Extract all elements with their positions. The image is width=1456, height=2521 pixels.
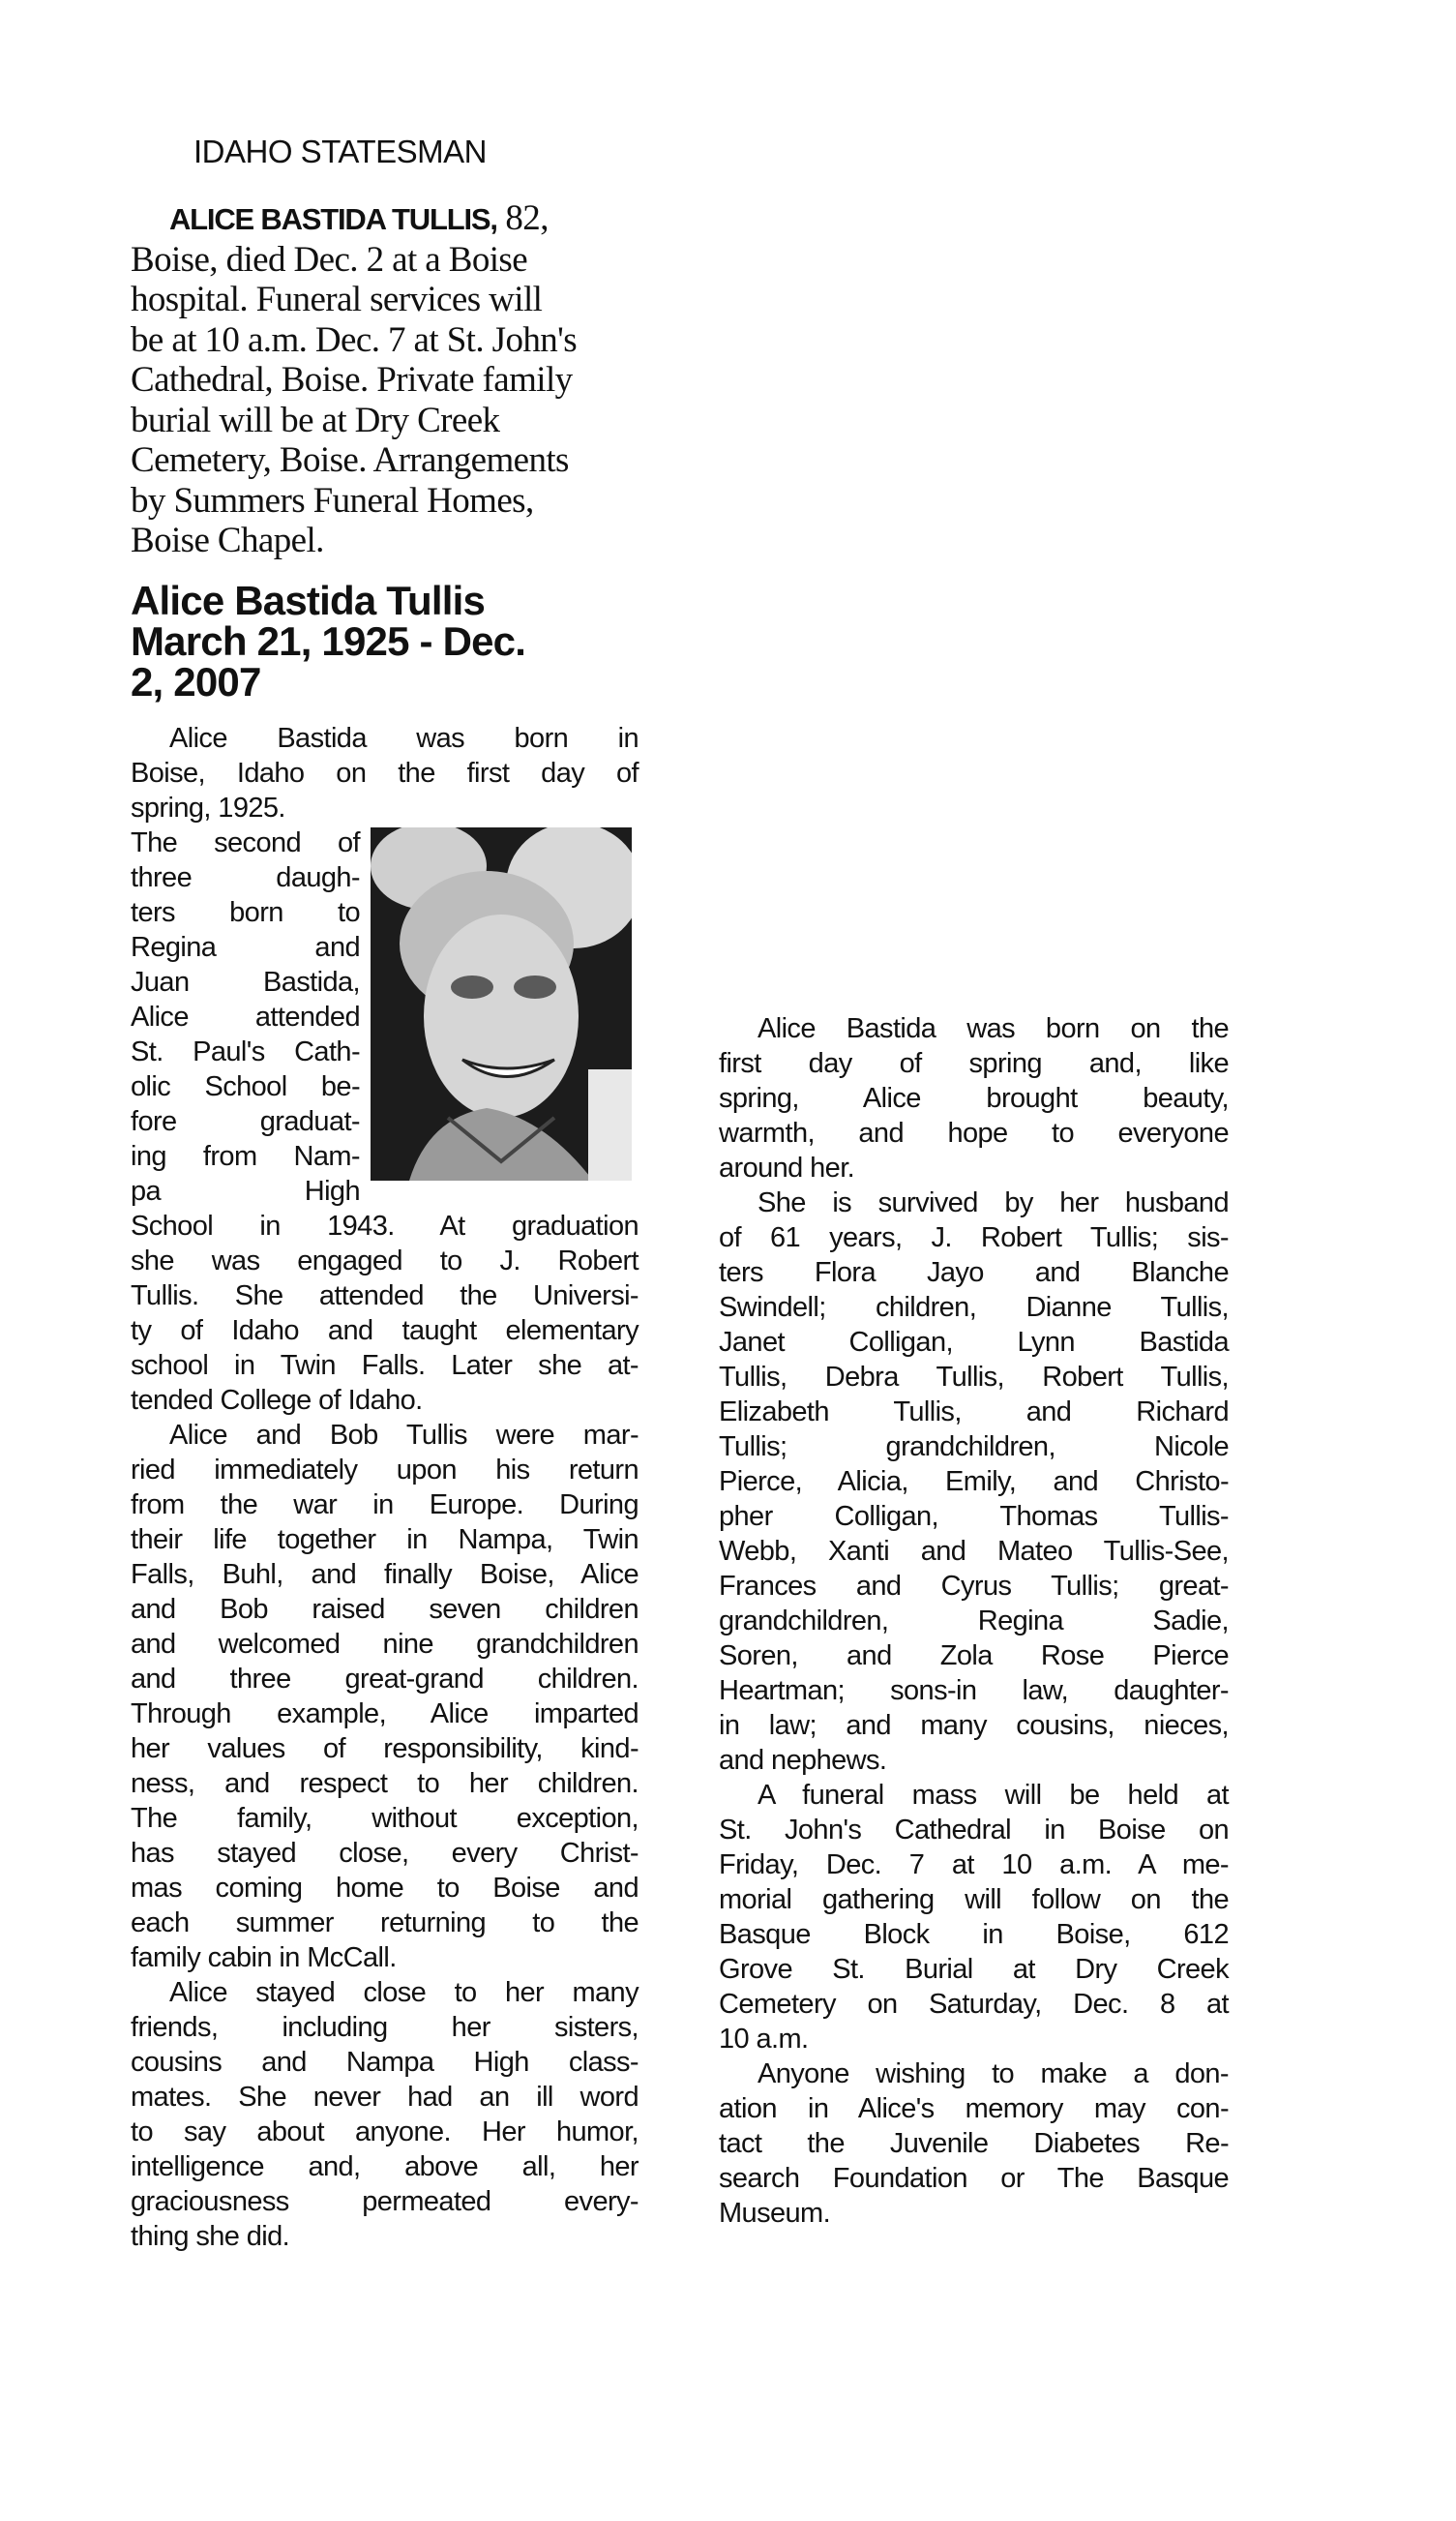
body-line: intelligence and, above all, her <box>131 2151 639 2182</box>
body-line: Alice attended <box>131 1002 360 1033</box>
body-line: school in Twin Falls. Later she at- <box>131 1350 639 1381</box>
body-line: Basque Block in Boise, 612 <box>719 1919 1229 1950</box>
obituary-headline <box>131 578 653 705</box>
body-line: Tullis; grandchildren, Nicole <box>719 1431 1229 1462</box>
body-line: graciousness permeated every- <box>131 2186 639 2217</box>
body-line: Alice Bastida was born on the <box>758 1013 1229 1044</box>
body-line: Falls, Buhl, and finally Boise, Alice <box>131 1559 639 1590</box>
body-line: and three great-grand children. <box>131 1664 639 1695</box>
death-notice-line: hospital. Funeral services will <box>131 280 543 319</box>
death-notice-name: ALICE BASTIDA TULLIS, <box>169 202 497 236</box>
body-line: Anyone wishing to make a don- <box>758 2058 1229 2089</box>
body-line: Alice and Bob Tullis were mar- <box>169 1420 639 1451</box>
body-line: her values of responsibility, kind- <box>131 1733 639 1764</box>
body-line: pa High <box>131 1176 360 1207</box>
body-line: ing from Nam- <box>131 1141 360 1172</box>
body-line: thing she did. <box>131 2221 290 2252</box>
body-line: Grove St. Burial at Dry Creek <box>719 1954 1229 1985</box>
death-notice-line: Cathedral, Boise. Private family <box>131 360 573 400</box>
body-line: Janet Colligan, Lynn Bastida <box>719 1327 1229 1358</box>
body-line: ried immediately upon his return <box>131 1455 639 1486</box>
body-line: tact the Juvenile Diabetes Re- <box>719 2128 1229 2159</box>
body-line: The family, without exception, <box>131 1803 639 1834</box>
body-line: to say about anyone. Her humor, <box>131 2116 639 2147</box>
body-line: spring, 1925. <box>131 793 285 824</box>
body-line: grandchildren, Regina Sadie, <box>719 1606 1229 1636</box>
body-line: Frances and Cyrus Tullis; great- <box>719 1571 1229 1602</box>
body-line: The second of <box>131 827 360 858</box>
body-line: mas coming home to Boise and <box>131 1873 639 1904</box>
body-line: olic School be- <box>131 1071 360 1102</box>
body-line: Alice Bastida was born in <box>169 723 639 754</box>
death-notice-line: Cemetery, Boise. Arrangements <box>131 440 569 480</box>
body-line: Through example, Alice imparted <box>131 1698 639 1729</box>
body-line: warmth, and hope to everyone <box>719 1118 1229 1149</box>
body-line: and Bob raised seven children <box>131 1594 639 1625</box>
body-line: search Foundation or The Basque <box>719 2163 1229 2194</box>
body-line: first day of spring and, like <box>719 1048 1229 1079</box>
body-line: Tullis, Debra Tullis, Robert Tullis, <box>719 1362 1229 1393</box>
obituary-left-column <box>131 721 639 2254</box>
body-line: Regina and <box>131 932 360 963</box>
body-line: fore graduat- <box>131 1106 360 1137</box>
body-line: Cemetery on Saturday, Dec. 8 at <box>719 1989 1229 2020</box>
body-line: morial gathering will follow on the <box>719 1884 1229 1915</box>
body-line: ty of Idaho and taught elementary <box>131 1315 639 1346</box>
body-line: ters born to <box>131 897 360 928</box>
death-notice-first-line: ALICE BASTIDA TULLIS, 82, <box>169 198 549 238</box>
body-line: Pierce, Alicia, Emily, and Christo- <box>719 1466 1229 1497</box>
body-line: from the war in Europe. During <box>131 1489 639 1520</box>
body-line: she was engaged to J. Robert <box>131 1245 639 1276</box>
body-line: Friday, Dec. 7 at 10 a.m. A me- <box>719 1849 1229 1880</box>
death-notice <box>131 198 634 561</box>
death-notice-line: Boise, died Dec. 2 at a Boise <box>131 239 528 280</box>
body-line: friends, including her sisters, <box>131 2012 639 2043</box>
body-line: three daugh- <box>131 862 360 893</box>
body-line: 10 a.m. <box>719 2024 809 2055</box>
body-line: and welcomed nine grandchildren <box>131 1629 639 1660</box>
body-line: Webb, Xanti and Mateo Tullis-See, <box>719 1536 1229 1567</box>
body-line: Alice stayed close to her many <box>169 1977 639 2008</box>
body-line: pher Colligan, Thomas Tullis- <box>719 1501 1229 1532</box>
body-line: Swindell; children, Dianne Tullis, <box>719 1292 1229 1323</box>
body-line: Heartman; sons-in law, daughter- <box>719 1675 1229 1706</box>
headline-line: 2, 2007 <box>131 659 261 705</box>
body-line: around her. <box>719 1153 855 1184</box>
body-line: Museum. <box>719 2198 831 2229</box>
death-notice-line: Boise Chapel. <box>131 521 324 560</box>
newspaper-masthead: IDAHO STATESMAN <box>193 134 487 169</box>
body-line: of 61 years, J. Robert Tullis; sis- <box>719 1222 1229 1253</box>
body-line: Tullis. She attended the Universi- <box>131 1280 639 1311</box>
body-line: She is survived by her husband <box>758 1187 1229 1218</box>
body-line: spring, Alice brought beauty, <box>719 1083 1229 1114</box>
body-line: ters Flora Jayo and Blanche <box>719 1257 1229 1288</box>
body-line: mates. She never had an ill word <box>131 2082 639 2113</box>
headline-line: March 21, 1925 - Dec. <box>131 618 526 664</box>
body-line: ation in Alice's memory may con- <box>719 2093 1229 2124</box>
body-line: ness, and respect to her children. <box>131 1768 639 1799</box>
body-line: A funeral mass will be held at <box>758 1780 1229 1811</box>
body-line: St. John's Cathedral in Boise on <box>719 1815 1229 1846</box>
body-line: Soren, and Zola Rose Pierce <box>719 1640 1229 1671</box>
body-line: in law; and many cousins, nieces, <box>719 1710 1229 1741</box>
obituary-right-column <box>719 1011 1229 2231</box>
body-line: and nephews. <box>719 1745 887 1776</box>
body-line: Boise, Idaho on the first day of <box>131 758 639 789</box>
body-line: their life together in Nampa, Twin <box>131 1524 639 1555</box>
body-line: family cabin in McCall. <box>131 1942 397 1973</box>
body-line: Juan Bastida, <box>131 967 360 998</box>
body-line: has stayed close, every Christ- <box>131 1838 639 1869</box>
death-notice-line: burial will be at Dry Creek <box>131 400 500 440</box>
body-line: Elizabeth Tullis, and Richard <box>719 1396 1229 1427</box>
body-line: cousins and Nampa High class- <box>131 2047 639 2078</box>
death-notice-line: be at 10 a.m. Dec. 7 at St. John's <box>131 319 578 360</box>
headline-line: Alice Bastida Tullis <box>131 578 485 623</box>
body-line: each summer returning to the <box>131 1907 639 1938</box>
body-line: St. Paul's Cath- <box>131 1036 360 1067</box>
body-line: School in 1943. At graduation <box>131 1211 639 1242</box>
body-line: tended College of Idaho. <box>131 1385 423 1416</box>
death-notice-line: by Summers Funeral Homes, <box>131 480 534 521</box>
